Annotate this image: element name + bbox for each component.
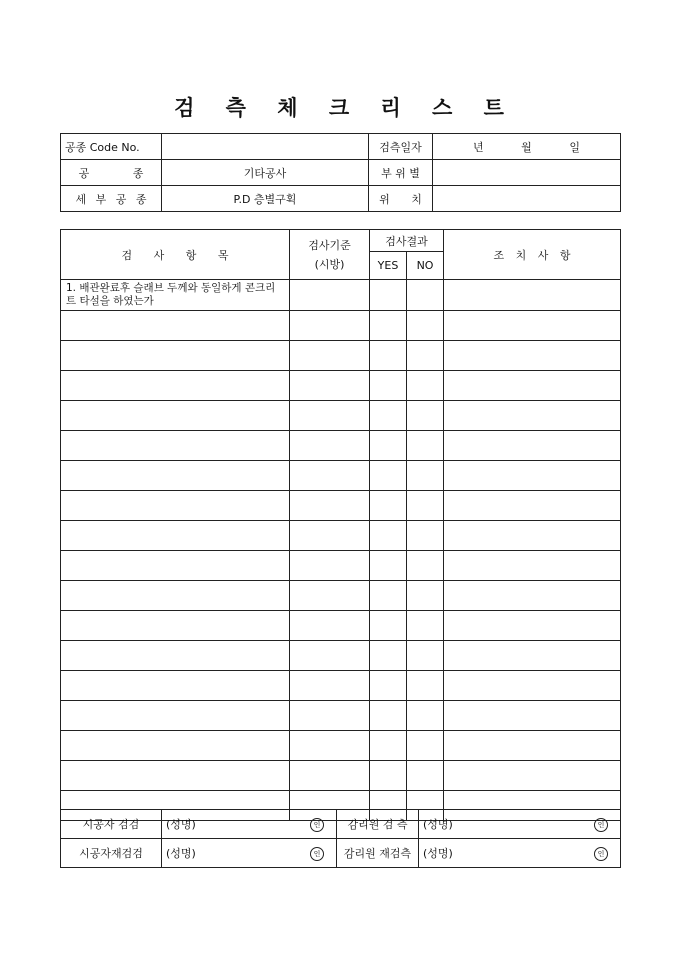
checklist-row bbox=[61, 491, 621, 521]
checklist-action-cell[interactable] bbox=[444, 551, 621, 581]
checklist-row bbox=[61, 551, 621, 581]
col-action-header: 조 치 사 항 bbox=[444, 230, 621, 280]
checklist-yes-cell[interactable] bbox=[370, 731, 407, 761]
checklist-standard-cell[interactable] bbox=[290, 341, 370, 371]
header-table bbox=[60, 133, 621, 212]
checklist-no-cell[interactable] bbox=[407, 731, 444, 761]
checklist-yes-cell[interactable] bbox=[370, 521, 407, 551]
checklist-no-cell[interactable] bbox=[407, 671, 444, 701]
checklist-no-cell[interactable] bbox=[407, 431, 444, 461]
col-standard-line1: 검사기준 bbox=[308, 238, 351, 252]
checklist-header-row bbox=[61, 230, 621, 252]
inspection-date-field[interactable] bbox=[433, 134, 621, 160]
checklist-yes-cell[interactable] bbox=[370, 461, 407, 491]
checklist-yes-cell[interactable] bbox=[370, 491, 407, 521]
checklist-yes-cell[interactable] bbox=[370, 551, 407, 581]
checklist-item-cell[interactable] bbox=[61, 311, 290, 341]
checklist-item-cell[interactable] bbox=[61, 581, 290, 611]
date-day-label: 일 bbox=[569, 140, 580, 154]
supervisor-recheck-seal bbox=[516, 839, 621, 868]
contractor-check-seal bbox=[239, 810, 337, 839]
checklist-row bbox=[61, 671, 621, 701]
checklist-row bbox=[61, 311, 621, 341]
checklist-action-cell[interactable] bbox=[444, 431, 621, 461]
checklist-no-cell[interactable] bbox=[407, 641, 444, 671]
location-part-field[interactable] bbox=[433, 160, 621, 186]
seal-icon: 인 bbox=[594, 847, 608, 861]
checklist-no-cell[interactable] bbox=[407, 581, 444, 611]
checklist-item-cell[interactable] bbox=[61, 761, 290, 791]
checklist-action-cell[interactable] bbox=[444, 611, 621, 641]
checklist-no-cell[interactable] bbox=[407, 491, 444, 521]
checklist-yes-cell[interactable] bbox=[370, 341, 407, 371]
seal-icon: 인 bbox=[594, 818, 608, 832]
checklist-action-cell[interactable] bbox=[444, 641, 621, 671]
checklist-yes-cell[interactable] bbox=[370, 701, 407, 731]
checklist-yes-cell[interactable] bbox=[370, 431, 407, 461]
checklist-action-cell[interactable] bbox=[444, 311, 621, 341]
checklist-row bbox=[61, 731, 621, 761]
supervisor-recheck-name-field[interactable]: (성명) bbox=[419, 839, 516, 868]
checklist-yes-cell[interactable] bbox=[370, 671, 407, 701]
checklist-action-cell[interactable] bbox=[444, 671, 621, 701]
checklist-row bbox=[61, 761, 621, 791]
checklist-action-cell[interactable] bbox=[444, 491, 621, 521]
checklist-no-cell[interactable] bbox=[407, 461, 444, 491]
contractor-recheck-label: 시공자재검검 bbox=[61, 839, 162, 868]
checklist-action-cell[interactable] bbox=[444, 761, 621, 791]
col-result-header: 검사결과 bbox=[370, 230, 444, 252]
checklist-standard-cell[interactable] bbox=[290, 611, 370, 641]
checklist-standard-cell[interactable] bbox=[290, 311, 370, 341]
checklist-no-cell[interactable] bbox=[407, 311, 444, 341]
checklist-action-cell[interactable] bbox=[444, 521, 621, 551]
checklist-item-cell[interactable] bbox=[61, 491, 290, 521]
checklist-standard-cell[interactable] bbox=[290, 461, 370, 491]
signature-row-recheck bbox=[61, 839, 621, 868]
checklist-row bbox=[61, 461, 621, 491]
date-month-label: 월 bbox=[521, 140, 532, 154]
inspection-date-label: 검측일자 bbox=[369, 134, 433, 160]
checklist-no-cell[interactable] bbox=[407, 401, 444, 431]
checklist-yes-cell[interactable] bbox=[370, 761, 407, 791]
checklist-standard-cell[interactable] bbox=[290, 701, 370, 731]
contractor-recheck-seal bbox=[239, 839, 337, 868]
checklist-item-cell[interactable] bbox=[61, 641, 290, 671]
date-year-label: 년 bbox=[473, 140, 484, 154]
checklist-item-cell[interactable] bbox=[61, 551, 290, 581]
checklist-standard-cell[interactable] bbox=[290, 521, 370, 551]
work-type-field[interactable]: 기타공사 bbox=[162, 160, 369, 186]
checklist-yes-cell[interactable] bbox=[370, 611, 407, 641]
checklist-yes-cell[interactable] bbox=[370, 641, 407, 671]
location-part-label: 부 위 별 bbox=[369, 160, 433, 186]
checklist-standard-cell[interactable] bbox=[290, 671, 370, 701]
checklist-row bbox=[61, 401, 621, 431]
checklist-item-cell[interactable]: 1. 배관완료후 슬래브 두께와 동일하게 콘크리트 타설을 하였는가 bbox=[61, 280, 290, 311]
supervisor-recheck-label: 감리원 재검측 bbox=[337, 839, 419, 868]
checklist-row bbox=[61, 431, 621, 461]
checklist-action-cell[interactable] bbox=[444, 371, 621, 401]
signature-table bbox=[60, 809, 621, 868]
work-code-field[interactable] bbox=[162, 134, 369, 160]
checklist-standard-cell[interactable] bbox=[290, 641, 370, 671]
checklist-standard-cell[interactable] bbox=[290, 401, 370, 431]
checklist-action-cell[interactable] bbox=[444, 341, 621, 371]
checklist-no-cell[interactable] bbox=[407, 761, 444, 791]
page-title: 검 측 체 크 리 스 트 bbox=[174, 95, 506, 120]
checklist-standard-cell[interactable] bbox=[290, 761, 370, 791]
checklist-yes-cell[interactable] bbox=[370, 371, 407, 401]
col-yes-header: YES bbox=[370, 252, 407, 280]
checklist-yes-cell[interactable] bbox=[370, 280, 407, 311]
checklist-no-cell[interactable] bbox=[407, 280, 444, 311]
checklist-row bbox=[61, 341, 621, 371]
checklist-row bbox=[61, 641, 621, 671]
checklist-yes-cell[interactable] bbox=[370, 401, 407, 431]
checklist-row bbox=[61, 701, 621, 731]
checklist-row bbox=[61, 521, 621, 551]
checklist-item-cell[interactable] bbox=[61, 671, 290, 701]
checklist-standard-cell[interactable] bbox=[290, 731, 370, 761]
checklist-action-cell[interactable] bbox=[444, 581, 621, 611]
checklist-item-cell[interactable] bbox=[61, 731, 290, 761]
checklist-row bbox=[61, 280, 621, 311]
checklist-standard-cell[interactable] bbox=[290, 491, 370, 521]
supervisor-check-name-field[interactable]: (성명) bbox=[419, 810, 516, 839]
checklist-item-cell[interactable] bbox=[61, 461, 290, 491]
checklist-item-cell[interactable] bbox=[61, 701, 290, 731]
detail-work-label: 세 부 공 종 bbox=[61, 186, 162, 212]
work-code-label: 공종 Code No. bbox=[61, 134, 162, 160]
checklist-standard-cell[interactable] bbox=[290, 371, 370, 401]
checklist-standard-cell[interactable] bbox=[290, 431, 370, 461]
checklist-row bbox=[61, 581, 621, 611]
signature-row-check bbox=[61, 810, 621, 839]
col-item-header: 검 사 항 목 bbox=[61, 230, 290, 280]
checklist-no-cell[interactable] bbox=[407, 341, 444, 371]
position-field[interactable] bbox=[433, 186, 621, 212]
col-no-header: NO bbox=[407, 252, 444, 280]
col-standard-line2: (시방) bbox=[314, 257, 345, 271]
col-standard-header bbox=[290, 230, 370, 280]
checklist-action-cell[interactable] bbox=[444, 280, 621, 311]
detail-work-field[interactable]: P.D 층별구획 bbox=[162, 186, 369, 212]
checklist-yes-cell[interactable] bbox=[370, 311, 407, 341]
checklist-no-cell[interactable] bbox=[407, 551, 444, 581]
checklist-item-cell[interactable] bbox=[61, 521, 290, 551]
checklist-standard-cell[interactable] bbox=[290, 551, 370, 581]
checklist-row bbox=[61, 611, 621, 641]
header-row-work-type bbox=[61, 160, 621, 186]
seal-icon: 인 bbox=[310, 818, 324, 832]
work-type-label: 공 종 bbox=[61, 160, 162, 186]
checklist-no-cell[interactable] bbox=[407, 611, 444, 641]
checklist-standard-cell[interactable] bbox=[290, 581, 370, 611]
header-row-code bbox=[61, 134, 621, 160]
checklist-item-cell[interactable] bbox=[61, 431, 290, 461]
checklist-action-cell[interactable] bbox=[444, 701, 621, 731]
checklist-no-cell[interactable] bbox=[407, 521, 444, 551]
supervisor-check-seal bbox=[516, 810, 621, 839]
checklist-action-cell[interactable] bbox=[444, 461, 621, 491]
seal-icon: 인 bbox=[310, 847, 324, 861]
supervisor-check-label: 감리원 검 측 bbox=[337, 810, 419, 839]
checklist-row bbox=[61, 371, 621, 401]
checklist-no-cell[interactable] bbox=[407, 371, 444, 401]
contractor-check-label: 시공자 검검 bbox=[61, 810, 162, 839]
header-row-detail bbox=[61, 186, 621, 212]
checklist-body bbox=[61, 280, 621, 821]
position-label: 위 치 bbox=[369, 186, 433, 212]
checklist-item-cell[interactable] bbox=[61, 341, 290, 371]
checklist-action-cell[interactable] bbox=[444, 401, 621, 431]
checklist-table bbox=[60, 229, 621, 821]
checklist-action-cell[interactable] bbox=[444, 731, 621, 761]
checklist-item-cell[interactable] bbox=[61, 611, 290, 641]
checklist-item-cell[interactable] bbox=[61, 401, 290, 431]
contractor-check-name-field[interactable]: (성명) bbox=[162, 810, 239, 839]
checklist-no-cell[interactable] bbox=[407, 701, 444, 731]
checklist-standard-cell[interactable] bbox=[290, 280, 370, 311]
contractor-recheck-name-field[interactable]: (성명) bbox=[162, 839, 239, 868]
checklist-yes-cell[interactable] bbox=[370, 581, 407, 611]
checklist-item-cell[interactable] bbox=[61, 371, 290, 401]
